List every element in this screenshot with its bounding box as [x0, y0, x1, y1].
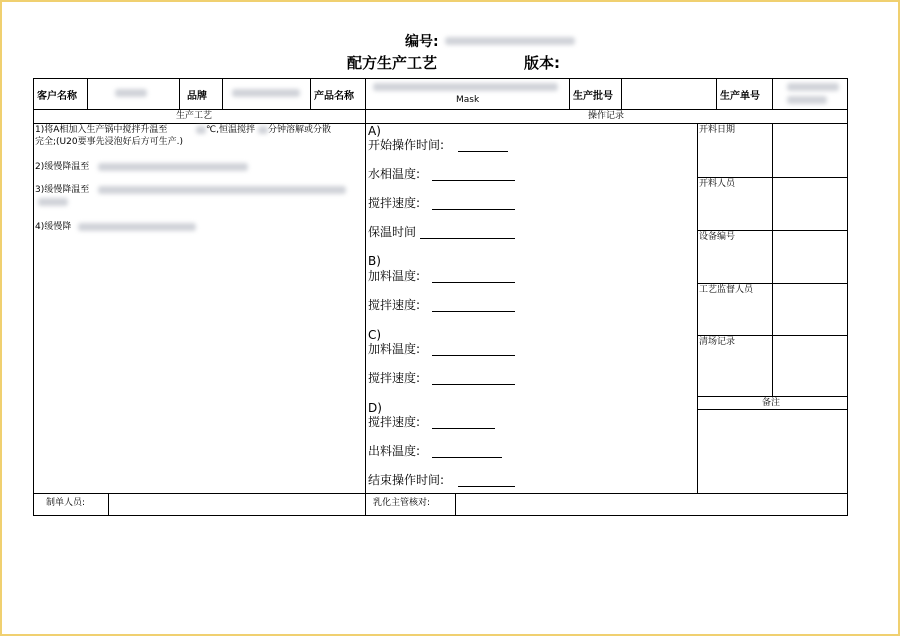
process-step-1d: 完全;(U20要事先浸泡好后方可生产.) [35, 137, 183, 147]
op-section-a: A) [368, 124, 381, 138]
op-stir-speed-b-field[interactable] [432, 311, 515, 312]
redacted [78, 223, 196, 231]
reviewer-label: 乳化主管核对: [373, 498, 431, 508]
redacted [196, 126, 206, 134]
number-label: 编号: [405, 34, 439, 50]
open-person-label: 开料人员 [699, 179, 736, 189]
version-label: 版本: [524, 54, 560, 72]
col-divider [772, 78, 773, 109]
brand-value-redacted [232, 89, 300, 97]
process-title: 生产工艺 [176, 111, 213, 121]
op-end-time-label: 结束操作时间: [368, 473, 445, 487]
customer-label: 客户名称 [37, 91, 77, 102]
process-step-3: 3)缓慢降温至 [35, 185, 90, 195]
product-label: 产品名称 [314, 91, 354, 102]
equipment-no-label: 设备编号 [699, 232, 736, 242]
op-section-d: D) [368, 401, 382, 415]
redacted [98, 186, 346, 194]
op-stir-speed-1-field[interactable] [432, 209, 515, 210]
row-divider [33, 109, 848, 110]
process-step-1c: 分钟溶解或分散 [268, 125, 332, 135]
op-stir-speed-1-label: 搅拌速度: [368, 196, 421, 210]
open-date-label: 开料日期 [699, 125, 736, 135]
op-stir-speed-d-label: 搅拌速度: [368, 415, 421, 429]
op-section-b: B) [368, 254, 381, 268]
col-divider [365, 78, 366, 109]
customer-value-redacted [115, 89, 147, 97]
op-hold-time-field[interactable] [420, 238, 515, 239]
op-stir-speed-c-field[interactable] [432, 384, 515, 385]
op-end-time-field[interactable] [458, 486, 515, 487]
col-divider [365, 109, 366, 516]
op-add-temp-b-field[interactable] [432, 282, 515, 283]
op-stir-speed-d-field[interactable] [432, 428, 495, 429]
col-divider [569, 78, 570, 109]
col-divider [310, 78, 311, 109]
product-sub: Mask [456, 95, 480, 105]
redacted [98, 163, 248, 171]
number-value-redacted [445, 37, 575, 45]
op-add-temp-c-label: 加料温度: [368, 342, 421, 356]
brand-label: 品牌 [187, 91, 207, 102]
col-divider [179, 78, 180, 109]
col-divider [108, 493, 109, 516]
process-step-4: 4)缓慢降 [35, 222, 72, 232]
row-divider [33, 493, 848, 494]
col-divider [772, 123, 773, 396]
op-water-temp-label: 水相温度: [368, 167, 421, 181]
clearance-label: 清场记录 [699, 337, 736, 347]
op-start-time-field[interactable] [458, 151, 508, 152]
col-divider [621, 78, 622, 109]
op-out-temp-label: 出料温度: [368, 444, 421, 458]
op-stir-speed-c-label: 搅拌速度: [368, 371, 421, 385]
col-divider [716, 78, 717, 109]
process-step-1b: ℃,恒温搅拌 [206, 125, 255, 135]
maker-label: 制单人员: [46, 498, 86, 508]
product-value-redacted [373, 83, 558, 91]
document-title: 配方生产工艺 [347, 54, 438, 72]
op-start-time-label: 开始操作时间: [368, 138, 445, 152]
process-step-2: 2)缓慢降温至 [35, 162, 90, 172]
order-value-redacted-1 [787, 83, 839, 91]
op-stir-speed-b-label: 搅拌速度: [368, 298, 421, 312]
record-title: 操作记录 [588, 111, 625, 121]
supervisor-label: 工艺监督人员 [699, 285, 754, 295]
col-divider [697, 123, 698, 493]
order-label: 生产单号 [720, 91, 760, 102]
batch-label: 生产批号 [573, 91, 613, 102]
col-divider [87, 78, 88, 109]
col-divider [222, 78, 223, 109]
order-value-redacted-2 [787, 96, 827, 104]
redacted [38, 198, 68, 206]
redacted [258, 126, 268, 134]
row-divider [697, 409, 848, 410]
remarks-label: 备注 [762, 398, 781, 408]
op-add-temp-c-field[interactable] [432, 355, 515, 356]
op-hold-time-label: 保温时间 [368, 225, 417, 239]
col-divider [455, 493, 456, 516]
op-add-temp-b-label: 加料温度: [368, 269, 421, 283]
op-section-c: C) [368, 328, 382, 342]
process-step-1a: 1)将A相加入生产锅中搅拌升温至 [35, 125, 168, 135]
op-out-temp-field[interactable] [432, 457, 502, 458]
op-water-temp-field[interactable] [432, 180, 515, 181]
